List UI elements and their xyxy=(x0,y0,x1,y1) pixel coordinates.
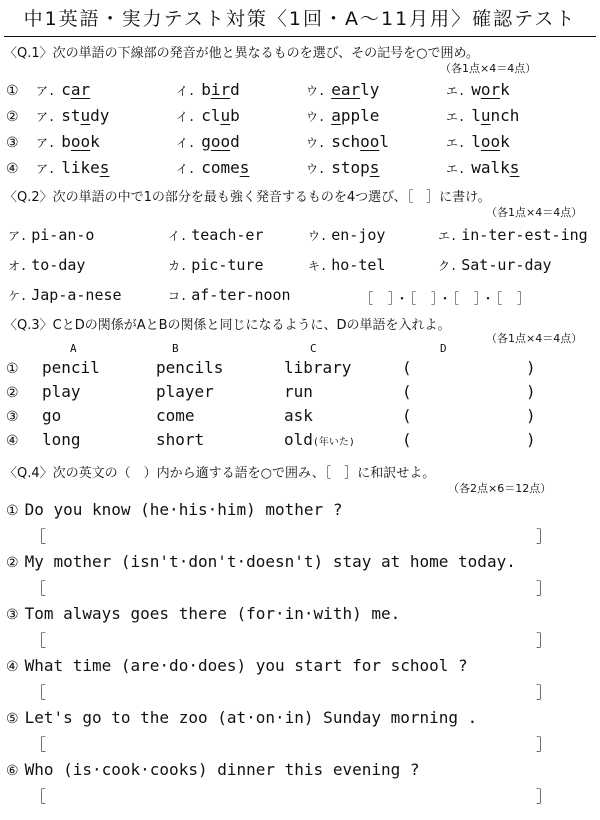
syllable-word: pic-ture xyxy=(191,256,264,274)
q1-choice[interactable] xyxy=(446,132,510,151)
q4-sentence[interactable] xyxy=(6,760,420,779)
q1-row xyxy=(6,158,596,184)
word-post: k xyxy=(500,132,510,151)
q4-item-number: ⑤ xyxy=(6,711,19,727)
q3-points: （各1点×4＝4点） xyxy=(486,332,583,345)
word-underlined-part: ar xyxy=(70,80,91,99)
q2-choice[interactable] xyxy=(308,226,385,244)
q2-choice[interactable] xyxy=(8,256,85,274)
word-underlined-part: ir xyxy=(210,80,231,99)
q4-item-number: ① xyxy=(6,503,19,519)
syllable-word: af-ter-noon xyxy=(191,286,291,304)
syllable-word: to-day xyxy=(31,256,86,274)
answer-paren-close[interactable]: ) xyxy=(526,382,536,401)
q3-heading: 〈Q.3〉CとDの関係がAとBの関係と同じになるように、Dの単語を入れよ。 xyxy=(4,318,451,333)
q2-choice[interactable] xyxy=(308,256,385,274)
word-underlined-part: or xyxy=(480,80,501,99)
q3-word-c xyxy=(284,382,313,401)
q1-choice[interactable] xyxy=(306,158,379,177)
word-post: d xyxy=(230,132,240,151)
choice-label: イ. xyxy=(176,110,196,124)
q4-sentence-text: Do you know (he·his·him) mother ? xyxy=(24,500,343,519)
choice-label: ア. xyxy=(8,229,28,243)
q3-word-c xyxy=(284,430,355,449)
q1-points: （各1点×4＝4点） xyxy=(440,62,537,75)
word-post: k xyxy=(500,80,510,99)
q1-choice[interactable] xyxy=(176,106,240,125)
q3-col-d: D xyxy=(440,342,447,355)
q4-item-number: ② xyxy=(6,555,19,571)
translation-bracket-open[interactable]: ［ xyxy=(30,631,47,650)
q1-row xyxy=(6,106,596,132)
q4-sentence[interactable] xyxy=(6,604,400,623)
q3-word-b: player xyxy=(156,382,214,401)
word-pre: walk xyxy=(471,158,510,177)
word-pre: b xyxy=(201,80,211,99)
translation-bracket-open[interactable]: ［ xyxy=(30,527,47,546)
q1-choice[interactable] xyxy=(306,132,389,151)
q3-word-a: long xyxy=(42,430,81,449)
word-pre: sch xyxy=(331,132,361,151)
q2-answer-boxes[interactable]: ［ ］・［ ］・［ ］・［ ］ xyxy=(360,292,532,307)
choice-label: ア. xyxy=(36,84,56,98)
q3-word-c xyxy=(284,406,313,425)
q4-sentence-text: Let's go to the zoo (at·on·in) Sunday morning . xyxy=(24,708,478,727)
choice-label: ウ. xyxy=(306,136,326,150)
choice-label: イ. xyxy=(176,84,196,98)
q4-item-number: ③ xyxy=(6,607,19,623)
word-pre: c xyxy=(61,80,71,99)
word-underlined-part: u xyxy=(480,106,491,125)
q2-choice[interactable] xyxy=(168,286,291,304)
choice-label: ウ. xyxy=(306,110,326,124)
q3-word-c-text: ask xyxy=(284,406,313,425)
word-underlined-part: s xyxy=(369,158,380,177)
q3-word-a: play xyxy=(42,382,81,401)
q2-choice[interactable] xyxy=(168,256,263,274)
q3-word-c-text: old xyxy=(284,430,313,449)
answer-paren-open[interactable]: ( xyxy=(402,406,412,425)
q3-row xyxy=(6,358,596,382)
q1-choice[interactable] xyxy=(176,132,240,151)
translation-bracket-close[interactable]: ］ xyxy=(536,527,553,546)
answer-paren-close[interactable]: ) xyxy=(526,358,536,377)
choice-label: ケ. xyxy=(8,289,28,303)
q4-sentence[interactable] xyxy=(6,552,516,571)
word-underlined-part: oo xyxy=(70,132,91,151)
syllable-word: in-ter-est-ing xyxy=(461,226,588,244)
title-underline xyxy=(4,36,596,37)
word-pre: cl xyxy=(201,106,221,125)
word-underlined-part: oo xyxy=(360,132,380,151)
choice-label: ク. xyxy=(438,259,458,273)
choice-label: エ. xyxy=(446,110,466,124)
q4-sentence-text: Who (is·cook·cooks) dinner this evening ? xyxy=(24,760,420,779)
syllable-word: ho-tel xyxy=(331,256,386,274)
q3-item-number: ① xyxy=(6,361,19,377)
q4-sentence[interactable] xyxy=(6,500,342,519)
q2-row xyxy=(8,256,598,282)
word-underlined-part: oo xyxy=(210,132,231,151)
choice-label: エ. xyxy=(438,229,458,243)
word-post: dy xyxy=(90,106,110,125)
word-post: pple xyxy=(340,106,380,125)
q1-row xyxy=(6,80,596,106)
q2-heading: 〈Q.2〉次の単語の中で1の部分を最も強く発音するものを4つ選び、［ ］に書け。 xyxy=(4,190,491,205)
choice-label: エ. xyxy=(446,84,466,98)
word-post: k xyxy=(90,132,100,151)
word-underlined-part: s xyxy=(239,158,250,177)
answer-paren-open[interactable]: ( xyxy=(402,382,412,401)
word-pre: w xyxy=(471,80,481,99)
syllable-word: Jap-a-nese xyxy=(31,286,122,304)
word-post: l xyxy=(379,132,390,151)
choice-label: ア. xyxy=(36,136,56,150)
translation-bracket-close[interactable]: ］ xyxy=(536,579,553,598)
choice-label: イ. xyxy=(168,229,188,243)
q2-choice[interactable] xyxy=(168,226,263,244)
q3-word-c xyxy=(284,358,351,377)
q3-word-c-text: run xyxy=(284,382,313,401)
q4-sentence[interactable] xyxy=(6,656,468,675)
word-pre: g xyxy=(201,132,211,151)
word-underlined-part: a xyxy=(331,106,341,125)
translation-bracket-close[interactable]: ］ xyxy=(536,735,553,754)
q1-row xyxy=(6,132,596,158)
q2-choice[interactable] xyxy=(438,256,552,274)
translation-bracket-open[interactable]: ［ xyxy=(30,735,47,754)
word-underlined-part: ear xyxy=(331,80,361,99)
q3-word-b: come xyxy=(156,406,195,425)
word-pre: l xyxy=(471,132,481,151)
word-post: b xyxy=(230,106,240,125)
choice-label: ア. xyxy=(36,110,56,124)
word-underlined-part: u xyxy=(80,106,91,125)
syllable-word: pi-an-o xyxy=(31,226,95,244)
q4-sentence-text: What time (are·do·does) you start for school ? xyxy=(24,656,468,675)
q1-choice[interactable] xyxy=(446,106,519,125)
q1-item-number: ③ xyxy=(6,135,19,151)
q1-choice[interactable] xyxy=(36,158,109,177)
translation-bracket-close[interactable]: ］ xyxy=(536,683,553,702)
syllable-word: Sat-ur-day xyxy=(461,256,552,274)
translation-bracket-open[interactable]: ［ xyxy=(30,787,47,806)
q3-item-number: ③ xyxy=(6,409,19,425)
choice-label: ウ. xyxy=(308,229,328,243)
word-pre: come xyxy=(201,158,240,177)
q3-word-c-note: (年いた) xyxy=(312,437,355,448)
q4-points: （各2点×6＝12点） xyxy=(448,482,552,495)
syllable-word: teach-er xyxy=(191,226,264,244)
q4-sentence[interactable] xyxy=(6,708,477,727)
q1-item-number: ② xyxy=(6,109,19,125)
choice-label: カ. xyxy=(168,259,188,273)
q3-item-number: ④ xyxy=(6,433,19,449)
translation-bracket-close[interactable]: ］ xyxy=(536,631,553,650)
answer-paren-open[interactable]: ( xyxy=(402,430,412,449)
q1-choice[interactable] xyxy=(36,132,100,151)
choice-label: エ. xyxy=(446,136,466,150)
translation-bracket-open[interactable]: ［ xyxy=(30,579,47,598)
word-post: nch xyxy=(490,106,520,125)
word-underlined-part: s xyxy=(99,158,110,177)
q1-item-number: ① xyxy=(6,83,19,99)
word-pre: like xyxy=(61,158,100,177)
q3-word-a: pencil xyxy=(42,358,100,377)
q1-choice[interactable] xyxy=(446,158,519,177)
q2-row xyxy=(8,226,598,252)
q3-word-c-text: library xyxy=(284,358,352,377)
q1-choice[interactable] xyxy=(306,106,379,125)
word-pre: l xyxy=(471,106,481,125)
q3-item-number: ② xyxy=(6,385,19,401)
translation-bracket-close[interactable]: ］ xyxy=(536,787,553,806)
choice-label: イ. xyxy=(176,136,196,150)
answer-paren-open[interactable]: ( xyxy=(402,358,412,377)
choice-label: コ. xyxy=(168,289,188,303)
q3-word-b: short xyxy=(156,430,205,449)
page-title: 中1英語・実力テスト対策〈1回・A～11月用〉確認テスト xyxy=(23,8,577,30)
word-post: ly xyxy=(360,80,380,99)
word-post: d xyxy=(230,80,240,99)
q4-sentence-text: My mother (isn't·don't·doesn't) stay at home today. xyxy=(24,552,516,571)
answer-paren-close[interactable]: ) xyxy=(526,430,536,449)
q1-choice[interactable] xyxy=(36,80,90,99)
q1-choice[interactable] xyxy=(176,158,249,177)
word-pre: st xyxy=(61,106,81,125)
q1-choice[interactable] xyxy=(36,106,109,125)
choice-label: キ. xyxy=(308,259,328,273)
choice-label: ア. xyxy=(36,162,56,176)
choice-label: イ. xyxy=(176,162,196,176)
q2-choice[interactable] xyxy=(8,226,94,244)
word-underlined-part: s xyxy=(509,158,520,177)
syllable-word: en-joy xyxy=(331,226,386,244)
q1-choice[interactable] xyxy=(176,80,240,99)
q1-heading: 〈Q.1〉次の単語の下線部の発音が他と異なるものを選び、その記号を○で囲め。 xyxy=(4,46,479,61)
word-pre: stop xyxy=(331,158,370,177)
answer-paren-close[interactable]: ) xyxy=(526,406,536,425)
q4-heading: 〈Q.4〉次の英文の（ ）内から適する語を○で囲み、［ ］に和訳せよ。 xyxy=(4,466,436,481)
q1-choice[interactable] xyxy=(446,80,510,99)
choice-label: ウ. xyxy=(306,84,326,98)
q3-row xyxy=(6,382,596,406)
q2-choice[interactable] xyxy=(8,286,122,304)
q4-item-number: ④ xyxy=(6,659,19,675)
q4-sentence-text: Tom always goes there (for·in·with) me. xyxy=(24,604,401,623)
q3-col-c: C xyxy=(310,342,317,355)
q3-word-b: pencils xyxy=(156,358,224,377)
word-pre: b xyxy=(61,132,71,151)
q2-points: （各1点×4＝4点） xyxy=(486,206,583,219)
q3-word-a: go xyxy=(42,406,62,425)
choice-label: オ. xyxy=(8,259,28,273)
q3-row xyxy=(6,406,596,430)
choice-label: ウ. xyxy=(306,162,326,176)
choice-label: エ. xyxy=(446,162,466,176)
q1-item-number: ④ xyxy=(6,161,19,177)
q1-choice[interactable] xyxy=(306,80,379,99)
q3-col-b: B xyxy=(172,342,179,355)
q4-item-number: ⑥ xyxy=(6,763,19,779)
q3-row xyxy=(6,430,596,454)
translation-bracket-open[interactable]: ［ xyxy=(30,683,47,702)
word-underlined-part: u xyxy=(220,106,231,125)
q2-choice[interactable] xyxy=(438,226,588,244)
word-underlined-part: oo xyxy=(480,132,501,151)
q3-col-a: A xyxy=(70,342,77,355)
